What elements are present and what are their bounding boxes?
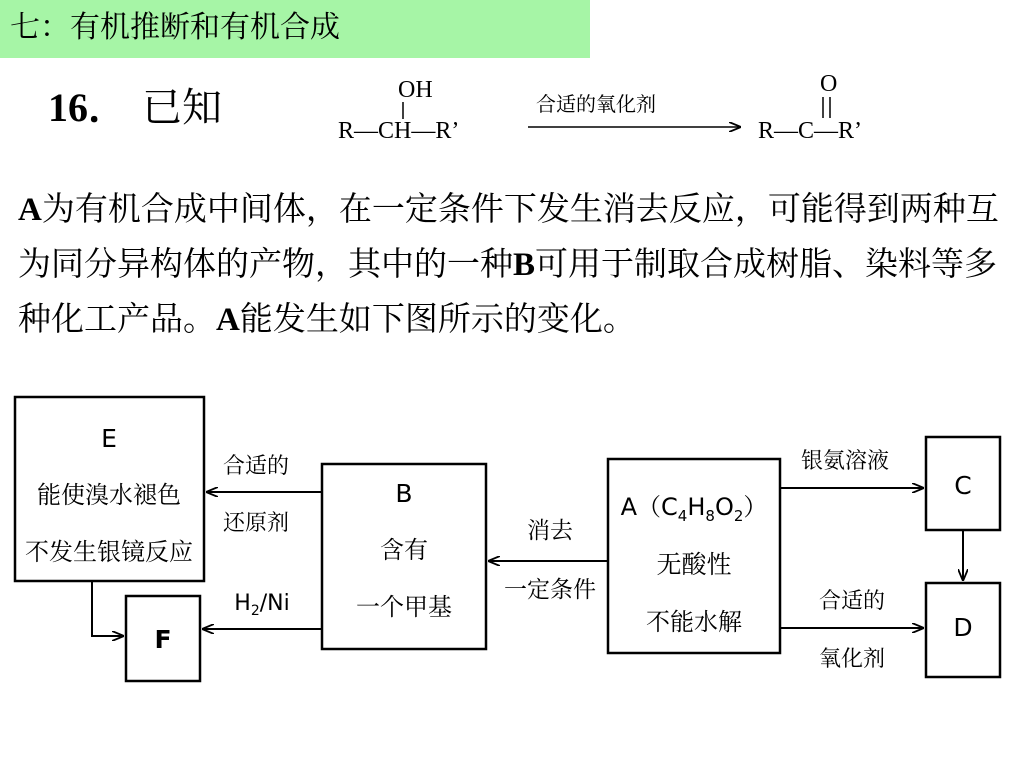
carbonyl-oxygen: O: [820, 71, 838, 97]
text-part-1: 为有机合成中间体，在一定条件下发生消去反应，可能得到两种互为同分异构体的产物，其中的一种: [18, 189, 999, 283]
box-e-line1: 能使溴水褪色: [37, 481, 181, 509]
box-e-line2: 不发生银镜反应: [25, 538, 193, 566]
compound-a-ref-2: A: [216, 302, 240, 338]
arrow-b-e-label1: 合适的: [222, 454, 290, 479]
box-e-label: E: [101, 424, 117, 453]
text-part-2: 可用于制取合成树脂、染料等多种化工产品。: [18, 244, 998, 338]
known-reaction: [338, 71, 862, 144]
problem-text: [18, 182, 1013, 347]
box-d-label: D: [953, 613, 973, 642]
box-a-line2: 不能水解: [646, 608, 742, 636]
question-number: 16．: [48, 85, 128, 130]
known-label: 已知: [142, 85, 222, 131]
box-b-line2: 一个甲基: [356, 593, 452, 621]
arrow-e-to-f: [92, 581, 123, 636]
arrow-a-d-label1: 合适的: [818, 589, 886, 614]
box-b-line1: 含有: [380, 536, 428, 564]
arrow-a-b-label2: 一定条件: [504, 577, 596, 603]
arrow-b-e-label2: 还原剂: [222, 511, 290, 536]
box-a-formula: $A(C_4H_8O_2)$: [620, 493, 768, 525]
box-f-label: F: [154, 625, 172, 654]
hydroxyl-group: OH: [398, 77, 433, 103]
reaction-condition: 合适的氧化剂: [536, 92, 656, 116]
section-title: 七：有机推断和有机合成: [0, 0, 590, 58]
compound-a-ref: A: [18, 192, 42, 228]
arrow-b-f-label: $H_2/Ni$: [234, 591, 290, 619]
arrow-a-b-label1: 消去: [527, 518, 573, 544]
box-c-label: C: [954, 471, 972, 500]
product-formula: R—C—R’: [758, 118, 863, 144]
box-a-line1: 无酸性: [656, 550, 732, 579]
box-b-label: B: [395, 479, 413, 508]
arrow-a-d-label2: 氧化剂: [818, 647, 886, 672]
arrow-a-c-label: 银氨溶液: [800, 449, 890, 474]
text-part-3: 能发生如下图所示的变化。: [239, 299, 636, 338]
compound-b-ref: B: [513, 247, 536, 283]
reactant-formula: R—CH—R’: [338, 118, 460, 144]
